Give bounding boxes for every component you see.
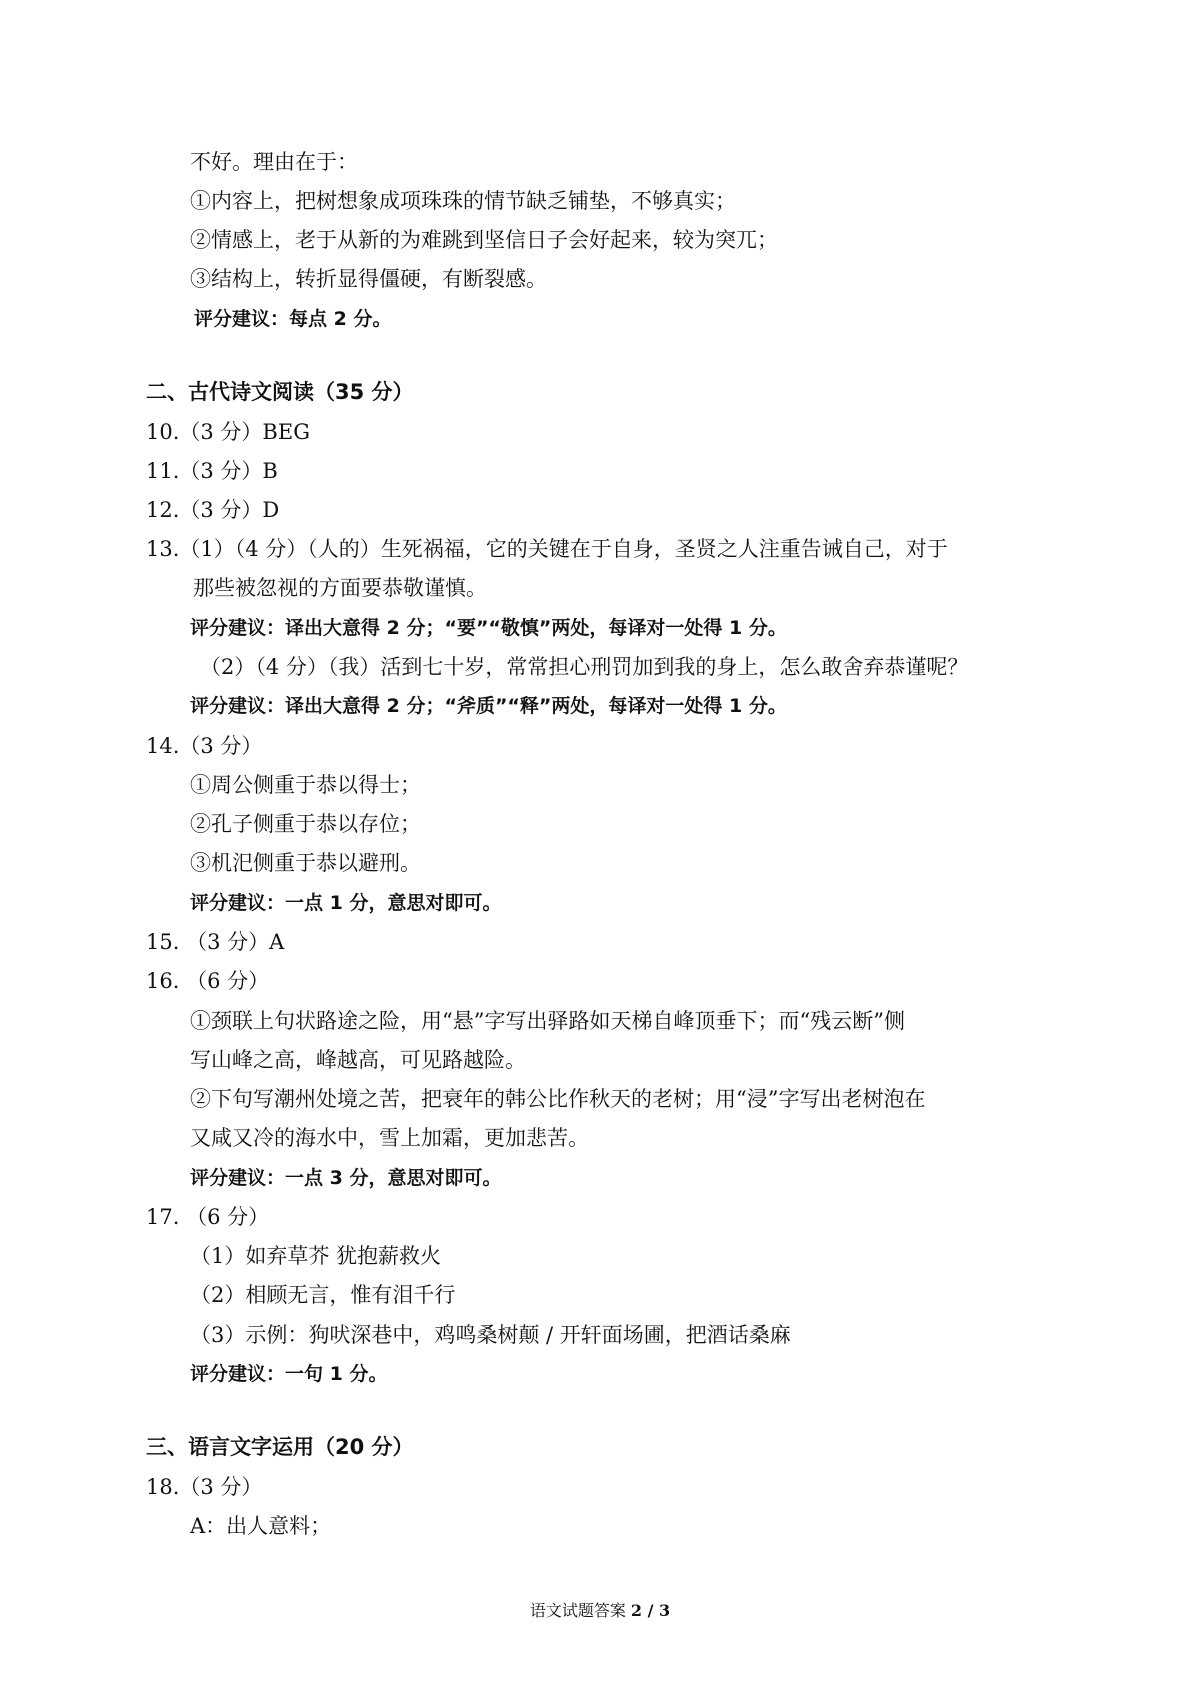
answer-line: ①颈联上句状路途之险，用“悬”字写出驿路如天梯自峰顶垂下；而“残云断”侧 <box>190 1009 905 1033</box>
answer-line: 写山峰之高，峰越高，可见路越险。 <box>190 1048 526 1072</box>
page-footer <box>0 1600 1200 1622</box>
question-line: 13.（1）（4 分）（人的）生死祸福，它的关键在于自身，圣贤之人注重告诫自己，对于 <box>146 537 948 561</box>
answer-line: ②下句写潮州处境之苦，把衰年的韩公比作秋天的老树；用“浸”字写出老树泡在 <box>190 1087 926 1111</box>
answer-line: 不好。理由在于： <box>190 150 358 174</box>
answer-line: 那些被忽视的方面要恭敬谨慎。 <box>193 576 487 600</box>
question-line: 18.（3 分） <box>146 1475 263 1499</box>
answer-line: （2）相顾无言，惟有泪千行 <box>190 1283 456 1307</box>
scoring-note: 评分建议：译出大意得 2 分；“斧质”“释”两处，每译对一处得 1 分。 <box>190 695 787 717</box>
answer-line: ①内容上，把树想象成项珠珠的情节缺乏铺垫，不够真实； <box>190 189 736 213</box>
answer-line: ③结构上，转折显得僵硬，有断裂感。 <box>190 267 547 291</box>
footer-label: 语文试题答案 <box>529 1601 626 1620</box>
section-heading: 二、古代诗文阅读（35 分） <box>146 380 414 404</box>
question-line: 12.（3 分）D <box>146 498 280 522</box>
scoring-note: 评分建议：一点 1 分，意思对即可。 <box>190 892 502 914</box>
answer-line: A：出人意料； <box>190 1514 332 1538</box>
scoring-note: 评分建议：一句 1 分。 <box>190 1363 388 1385</box>
answer-line: ②情感上，老于从新的为难跳到坚信日子会好起来，较为突兀； <box>190 228 778 252</box>
answer-line: （2）（4 分）（我）活到七十岁，常常担心刑罚加到我的身上，怎么敢舍弃恭谨呢？ <box>200 655 969 679</box>
page-number: 2 / 3 <box>630 1601 671 1620</box>
answer-line: （3）示例：狗吠深巷中，鸡鸣桑树颠 / 开轩面场圃，把酒话桑麻 <box>190 1323 791 1347</box>
scoring-note: 评分建议：每点 2 分。 <box>194 308 392 330</box>
answer-line: ②孔子侧重于恭以存位； <box>190 812 421 836</box>
answer-line: （1）如弃草芥 犹抱薪救火 <box>190 1244 442 1268</box>
question-line: 11.（3 分）B <box>146 459 278 483</box>
question-line: 14.（3 分） <box>146 734 263 758</box>
question-line: 10.（3 分）BEG <box>146 420 310 444</box>
question-line: 17. （6 分） <box>146 1205 270 1229</box>
question-line: 16. （6 分） <box>146 969 270 993</box>
answer-line: ①周公侧重于恭以得士； <box>190 773 421 797</box>
scoring-note: 评分建议：译出大意得 2 分；“要”“敬慎”两处，每译对一处得 1 分。 <box>190 617 787 639</box>
scoring-note: 评分建议：一点 3 分，意思对即可。 <box>190 1167 502 1189</box>
answer-line: 又咸又冷的海水中，雪上加霜，更加悲苦。 <box>190 1126 589 1150</box>
answer-line: ③机汜侧重于恭以避刑。 <box>190 851 421 875</box>
section-heading: 三、语言文字运用（20 分） <box>146 1435 414 1459</box>
question-line: 15. （3 分）A <box>146 930 285 954</box>
